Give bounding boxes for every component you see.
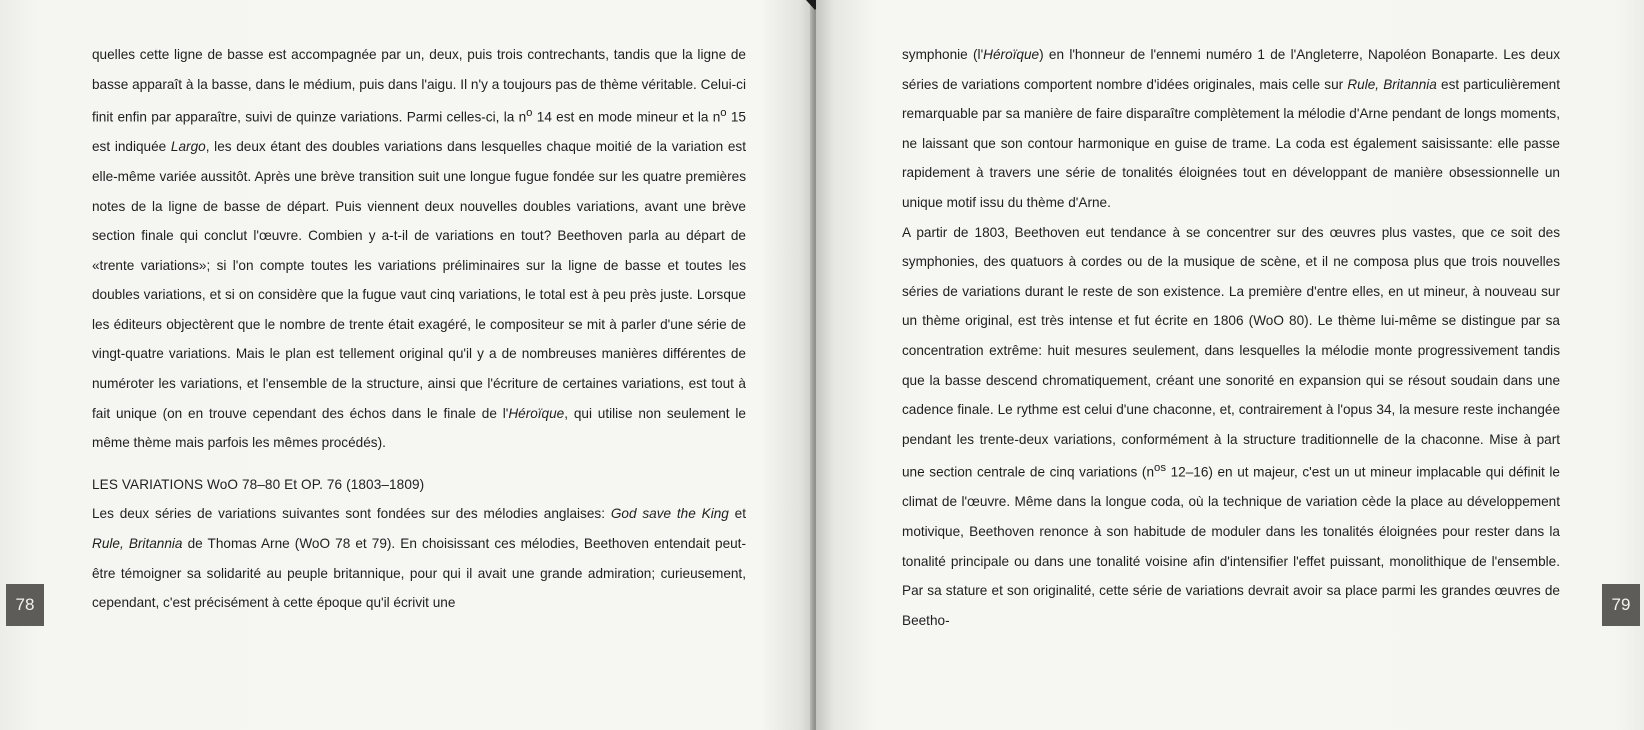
left-paragraph-2: Les deux séries de variations suivantes sont fondées sur des mélodies anglaises: God save the King et Rule, Britannia de Thomas Arne (WoO 78 et 79). En choisissant ces mélodies, Beethoven entendait peut-être témoigner sa solidarité au peuple britannique, pour qui il avait une grande admiration; curieusement, cependant, c'est précisément à cette époque qu'il écrivit une xyxy=(92,506,747,611)
left-page-text xyxy=(92,40,746,618)
left-page xyxy=(0,0,814,730)
page-number-right: 79 xyxy=(1602,584,1640,626)
right-paragraph-1: symphonie (l'Héroïque) en l'honneur de l'ennemi numéro 1 de l'Angleterre, Napoléon Bonaparte. Les deux séries de variations comportent nombre d'idées originales, mais celle sur Rule, Britannia est particulièrement remarquable par sa manière de faire disparaître complètement la mélodie d'Arne pendant de longs moments, ne laissant que son contour harmonique en guise de trame. La coda est également saisissante: elle passe rapidement à travers une série de tonalités éloignées tout en développant de manière obsessionnelle un unique motif issu du thème d'Arne. xyxy=(902,47,1561,210)
page-number-left: 78 xyxy=(6,584,44,626)
right-page xyxy=(816,0,1644,730)
right-paragraph-2: A partir de 1803, Beethoven eut tendance à se concentrer sur des œuvres plus vastes, que ce soit des symphonies, des quatuors à cordes ou de la musique de scène, et il ne composa plus que trois nouvelles séries de variations durant le reste de son existence. La première d'entre elles, en ut mineur, à nouveau sur un thème original, est très intense et fut écrite en 1806 (WoO 80). Le thème lui-même se distingue par sa concentration extrême: huit mesures seulement, dans lesquelles la mélodie monte progressivement tandis que la basse descend chromatiquement, créant une sonorité en expansion qui se résout soudain dans une cadence finale. Le rythme est celui d'une chaconne, et, contrairement à l'opus 34, la mesure reste inchangée pendant les trente-deux variations, conformément à la structure traditionnelle de la chaconne. Mise à part une section centrale de cinq variations ($n^{os}$ 12–16) en ut majeur, c'est un ut mineur implacable qui définit le climat de l'œuvre. Même dans la longue coda, où la technique de variation cède la place au développement motivique, Beethoven renonce à son habitude de moduler dans les tonalités éloignées pour rester dans la tonalité principale ou dans une tonalité voisine afin d'intensifier l'effet puissant, monolithique de l'ensemble. Par sa stature et son originalité, cette série de variations devrait avoir sa place parmi les grandes œuvres de Beetho- xyxy=(902,224,1560,628)
right-page-text xyxy=(902,40,1560,635)
left-paragraph-1: quelles cette ligne de basse est accompagnée par un, deux, puis trois contrechants, tandis que la ligne de basse apparaît à la basse, dans le médium, puis dans l'aigu. Il n'y a toujours pas de thème véritable. Celui-ci finit enfin par apparaître, suivi de quinze variations. Parmi celles-ci, la $n^o$ 14 est en mode mineur et la $n^o$ 15 est indiquée Largo, les deux étant des doubles variations dans lesquelles chaque moitié de la variation est elle-même variée aussitôt. Après une brève transition suit une longue fugue fondée sur les quatre premières notes de la ligne de basse de départ. Puis viennent deux nouvelles doubles variations, avant une brève section finale qui conclut l'œuvre. Combien y a-t-il de variations en tout? Beethoven parla au départ de «trente variations»; si l'on compte toutes les variations préliminaires sur la ligne de basse et toutes les doubles variations, et si on considère que la fugue vaut cinq variations, le total est à peu près juste. Lorsque les éditeurs objectèrent que le nombre de trente était exagéré, le compositeur se mit à parler d'une série de vingt-quatre variations. Mais le plan est tellement original qu'il y a de nombreuses manières différentes de numéroter les variations, et l'ensemble de la structure, ainsi que l'écriture de certaines variations, est tout à fait unique (on en trouve cependant des échos dans le finale de l'Héroïque, qui utilise non seulement le même thème mais parfois les mêmes procédés). xyxy=(92,47,746,451)
section-heading: LES VARIATIONS WoO 78–80 Et OP. 76 (1803–1809) xyxy=(92,476,425,492)
